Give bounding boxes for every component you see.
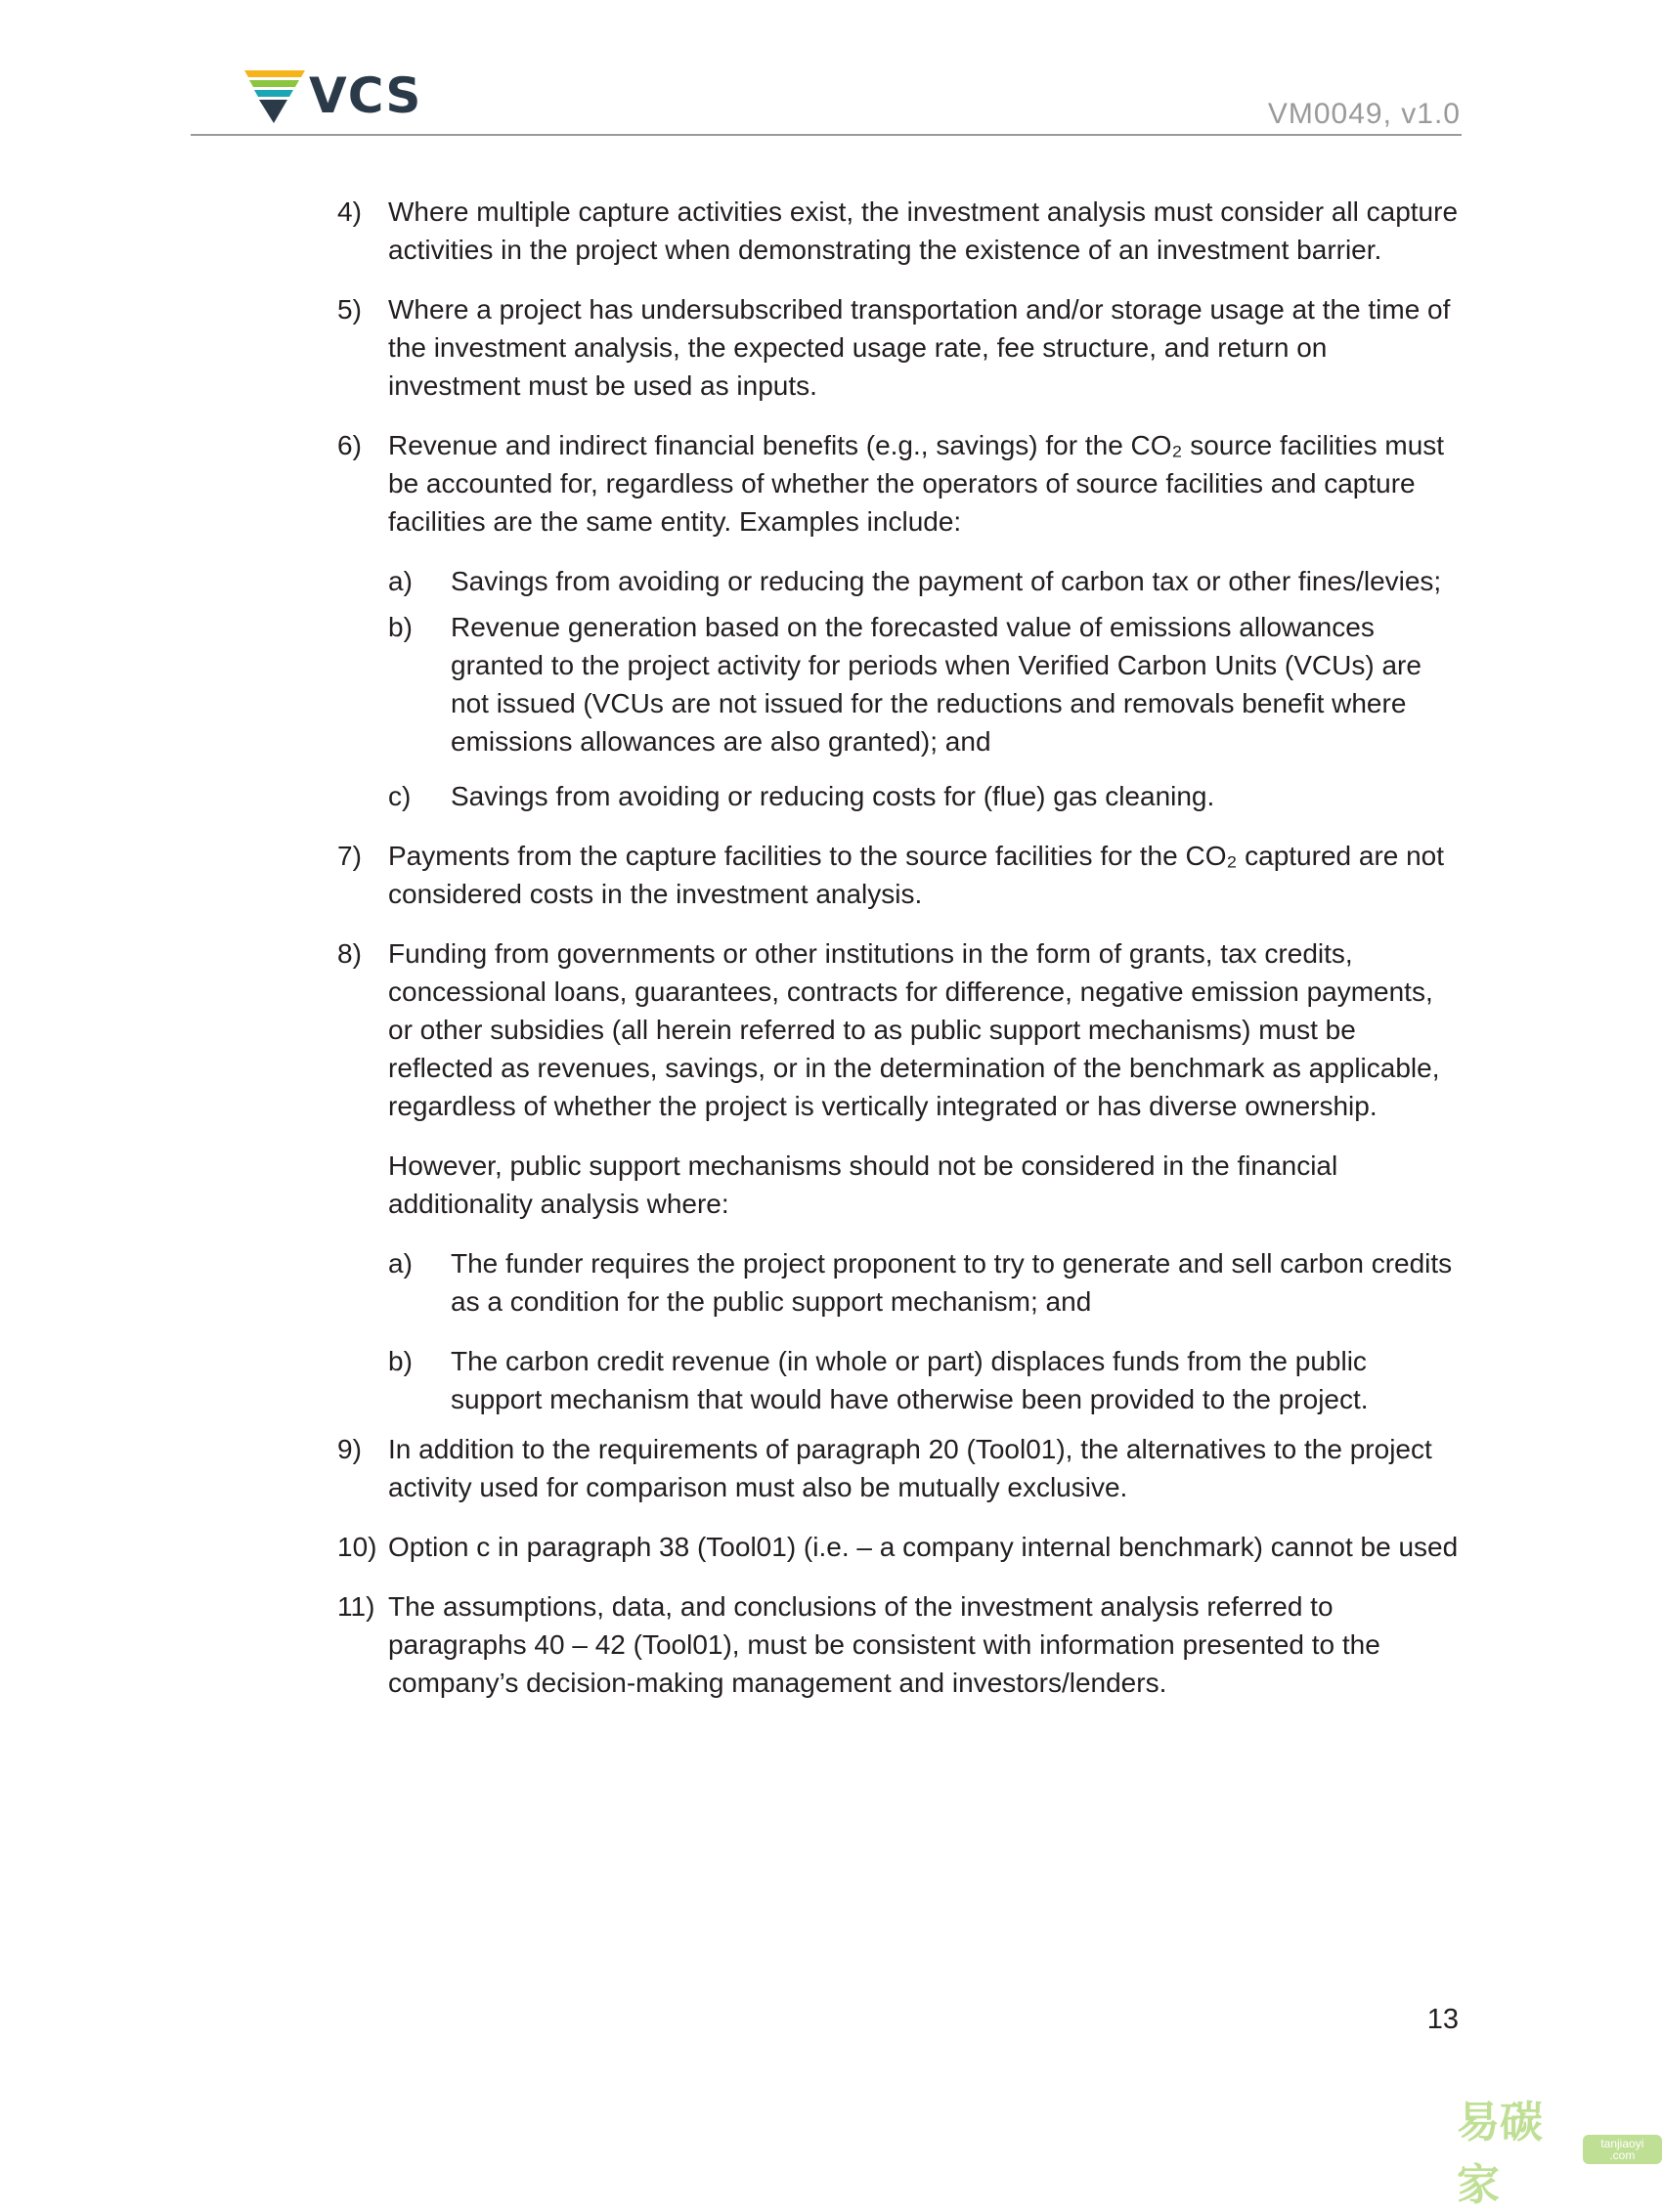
sub-item-letter: b) <box>388 612 413 642</box>
watermark <box>1457 2087 1662 2212</box>
sub-item-text: The funder requires the project proponent to try to generate and sell carbon credits as a condition for the public support mechanism; and <box>451 1248 1453 1317</box>
item-number: 4) <box>337 196 362 227</box>
item-number: 9) <box>337 1434 362 1464</box>
item-text: Where a project has undersubscribed transportation and/or storage usage at the time of the investment analysis, the expected usage rate, fee structure, and return on investment must be used as inputs. <box>388 294 1451 401</box>
sub-item-letter: a) <box>388 566 413 596</box>
item-number: 8) <box>337 938 362 969</box>
sub-item-6a <box>388 562 1462 600</box>
sub-item-text: Savings from avoiding or reducing costs for (flue) gas cleaning. <box>451 781 1215 811</box>
list-item-4 <box>337 193 1462 269</box>
list-item-10 <box>337 1528 1462 1566</box>
item-number: 10) <box>337 1532 377 1562</box>
item-number: 5) <box>337 294 362 325</box>
watermark-text: 易碳家 <box>1457 2098 1543 2210</box>
list-item-7 <box>337 837 1462 913</box>
sub-item-letter: b) <box>388 1346 413 1376</box>
item-number: 7) <box>337 841 362 871</box>
sub-item-letter: c) <box>388 781 412 811</box>
item-text: The assumptions, data, and conclusions of the investment analysis referred to paragraphs 40 – 42 (Tool01), must be consistent with information presented to the company’s decision-making management and investors/lenders. <box>388 1591 1380 1698</box>
sub-item-6c <box>388 777 1462 815</box>
item-text: Revenue and indirect financial benefits (e.g., savings) for the CO₂ source facilities must be accounted for, regardless of whether the operators of source facilities and capture facilities are the same entity. Examples include: <box>388 430 1445 537</box>
list-item-5 <box>337 290 1462 405</box>
item-text: Option c in paragraph 38 (Tool01) (i.e. – a company internal benchmark) cannot be used <box>388 1532 1459 1562</box>
sub-item-8a <box>388 1244 1462 1321</box>
header-logo <box>244 68 421 123</box>
item-paragraph: However, public support mechanisms should not be considered in the financial additionality analysis where: <box>388 1150 1338 1219</box>
sub-item-8b <box>388 1342 1462 1418</box>
header-divider <box>191 134 1462 136</box>
vcs-logo-icon <box>244 68 305 123</box>
sub-item-6b <box>388 608 1462 760</box>
list-item-6 <box>337 426 1462 541</box>
page-number: 13 <box>1426 2004 1459 2035</box>
document-id: VM0049, v1.0 <box>1267 98 1461 130</box>
item-text: In addition to the requirements of paragraph 20 (Tool01), the alternatives to the project activity used for comparison must also be mutually exclusive. <box>388 1434 1432 1502</box>
list-item-8 <box>337 934 1462 1223</box>
list-item-9 <box>337 1430 1462 1506</box>
sub-item-text: Revenue generation based on the forecasted value of emissions allowances granted to the project activity for periods when Verified Carbon Units (VCUs) are not issued (VCUs are not issued for the reductions and removals benefit where emissions allowances are also granted); and <box>451 612 1421 757</box>
list-item-11 <box>337 1587 1462 1702</box>
sub-item-letter: a) <box>388 1248 413 1279</box>
watermark-badge: tanjiaoyi .com <box>1583 2135 1662 2164</box>
sub-item-text: Savings from avoiding or reducing the payment of carbon tax or other fines/levies; <box>451 566 1442 596</box>
item-text: Where multiple capture activities exist, the investment analysis must consider all capture activities in the project when demonstrating the existence of an investment barrier. <box>388 196 1459 265</box>
logo-text: VCS <box>309 67 422 124</box>
document-body <box>337 193 1462 1702</box>
item-text: Funding from governments or other institutions in the form of grants, tax credits, concessional loans, guarantees, contracts for difference, negative emission payments, or other subsidies (all herein referred to as public support mechanisms) must be reflected as revenues, savings, or in the determination of the benchmark as applicable, regardless of whether the project is vertically integrated or has diverse ownership. <box>388 938 1440 1121</box>
sub-item-text: The carbon credit revenue (in whole or part) displaces funds from the public support mechanism that would have otherwise been provided to the project. <box>451 1346 1369 1414</box>
item-number: 11) <box>337 1591 375 1622</box>
item-number: 6) <box>337 430 362 460</box>
item-text: Payments from the capture facilities to the source facilities for the CO₂ captured are not considered costs in the investment analysis. <box>388 841 1445 909</box>
